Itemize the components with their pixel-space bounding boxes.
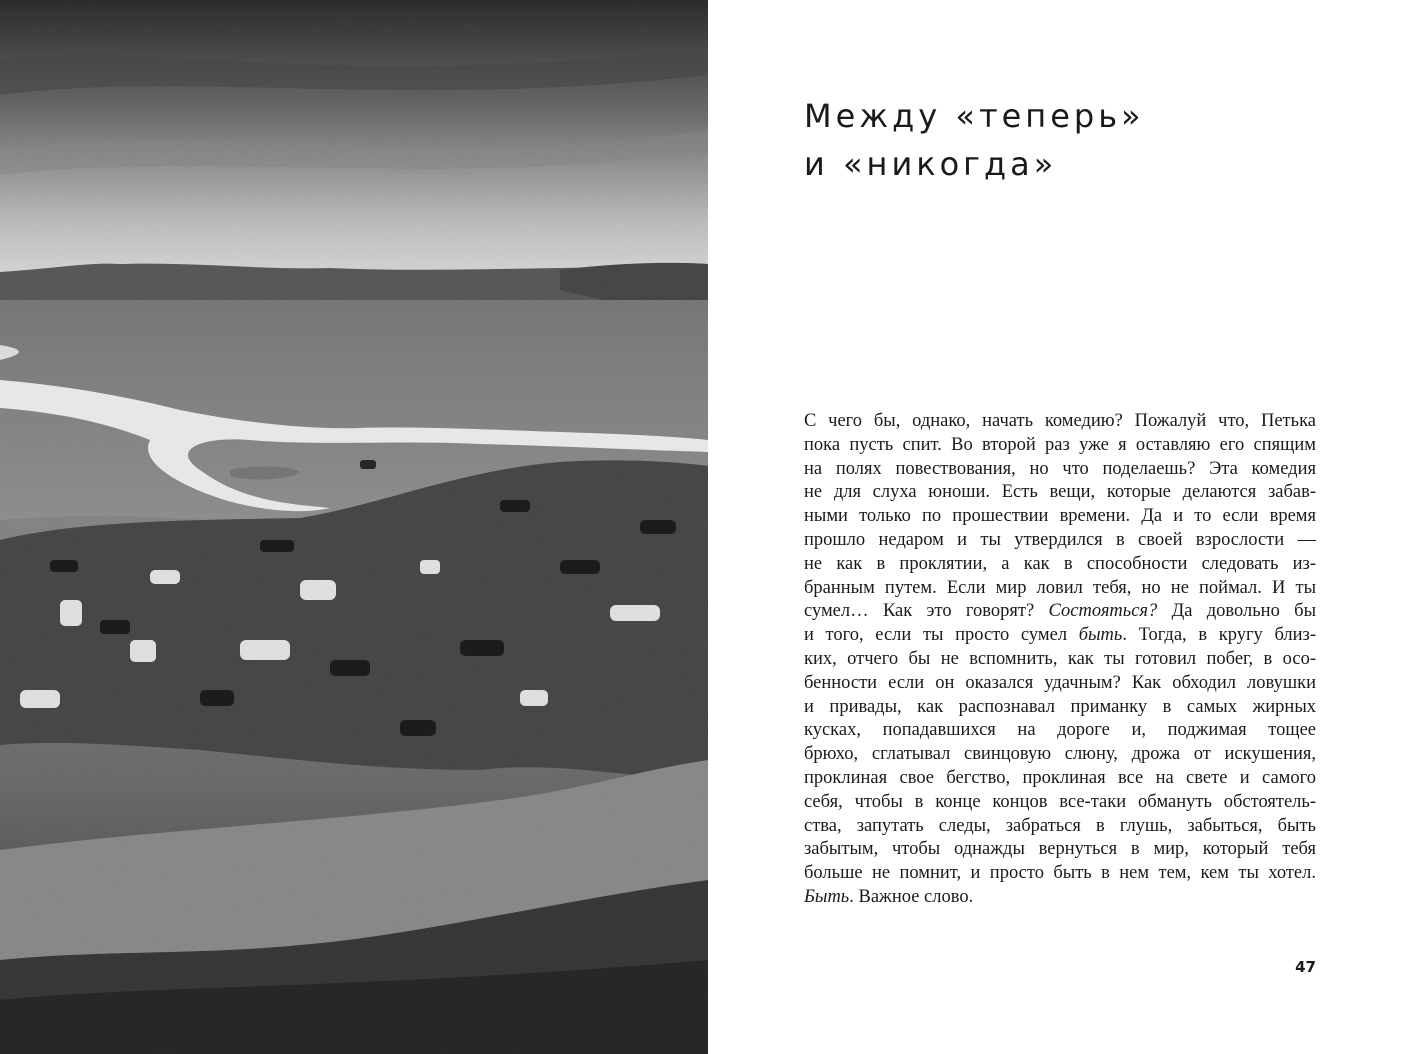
text-segment: . Тогда, в кругу близ- bbox=[1122, 625, 1316, 646]
body-line: на полях повествования, но что поделаешь? Эта комедия bbox=[804, 458, 1316, 479]
text-segment: Да довольно бы bbox=[1157, 601, 1316, 622]
text-segment: сумел… Как это говорят? bbox=[804, 601, 1049, 622]
body-line: ными только по прошествии времени. Да и то если время bbox=[804, 506, 1316, 527]
body-line: кусках, попадавшихся на дороге и, поджимая тощее bbox=[804, 720, 1316, 741]
body-text bbox=[804, 410, 1316, 910]
text-segment: . Важное слово. bbox=[849, 886, 974, 907]
text-segment: и того, если ты просто сумел bbox=[804, 625, 1079, 646]
body-line bbox=[804, 600, 1316, 624]
body-line bbox=[804, 886, 1316, 910]
italic-phrase: Быть bbox=[804, 886, 850, 907]
text-page bbox=[708, 0, 1410, 1054]
body-line: бенности если он оказался удачным? Как обходил ловушки bbox=[804, 672, 1316, 693]
body-line: ства, запутать следы, забраться в глушь, забыться, быть bbox=[804, 815, 1316, 836]
body-line: и привады, как распознавал приманку в самых жирных bbox=[804, 696, 1316, 717]
italic-phrase: Состояться? bbox=[1048, 601, 1158, 622]
body-line: не для слуха юноши. Есть вещи, которые делаются забав- bbox=[804, 482, 1316, 503]
italic-phrase: быть bbox=[1078, 625, 1123, 646]
chapter-title bbox=[804, 92, 1324, 188]
body-line: бранным путем. Если мир ловил тебя, но не поймал. И ты bbox=[804, 577, 1316, 598]
body-line: не как в проклятии, а как в способности следовать из- bbox=[804, 553, 1316, 574]
body-line: проклиная свое бегство, проклиная все на свете и самого bbox=[804, 767, 1316, 788]
chapter-title-line-2: и «никогда» bbox=[804, 145, 1058, 183]
body-line: пока пусть спит. Во второй раз уже я оставляю его спящим bbox=[804, 434, 1316, 455]
body-line: прошло недаром и ты утвердился в своей взрослости — bbox=[804, 529, 1316, 550]
body-line: С чего бы, однако, начать комедию? Пожалуй что, Петька bbox=[804, 411, 1316, 431]
body-line: больше не помнит, и просто быть в нем тем, кем ты хотел. bbox=[804, 863, 1316, 884]
body-line: себя, чтобы в конце концов все-таки обмануть обстоятель- bbox=[804, 791, 1316, 812]
body-line: ких, отчего бы не вспомнить, как ты готовил побег, в осо- bbox=[804, 648, 1316, 669]
page-number: 47 bbox=[1295, 958, 1316, 976]
body-line bbox=[804, 624, 1316, 648]
body-line: брюхо, сглатывал свинцовую слюну, дрожа от искушения, bbox=[804, 744, 1316, 765]
chapter-title-line-1: Между «теперь» bbox=[804, 97, 1145, 135]
body-line: забытым, чтобы однажды вернуться в мир, который тебя bbox=[804, 839, 1316, 860]
